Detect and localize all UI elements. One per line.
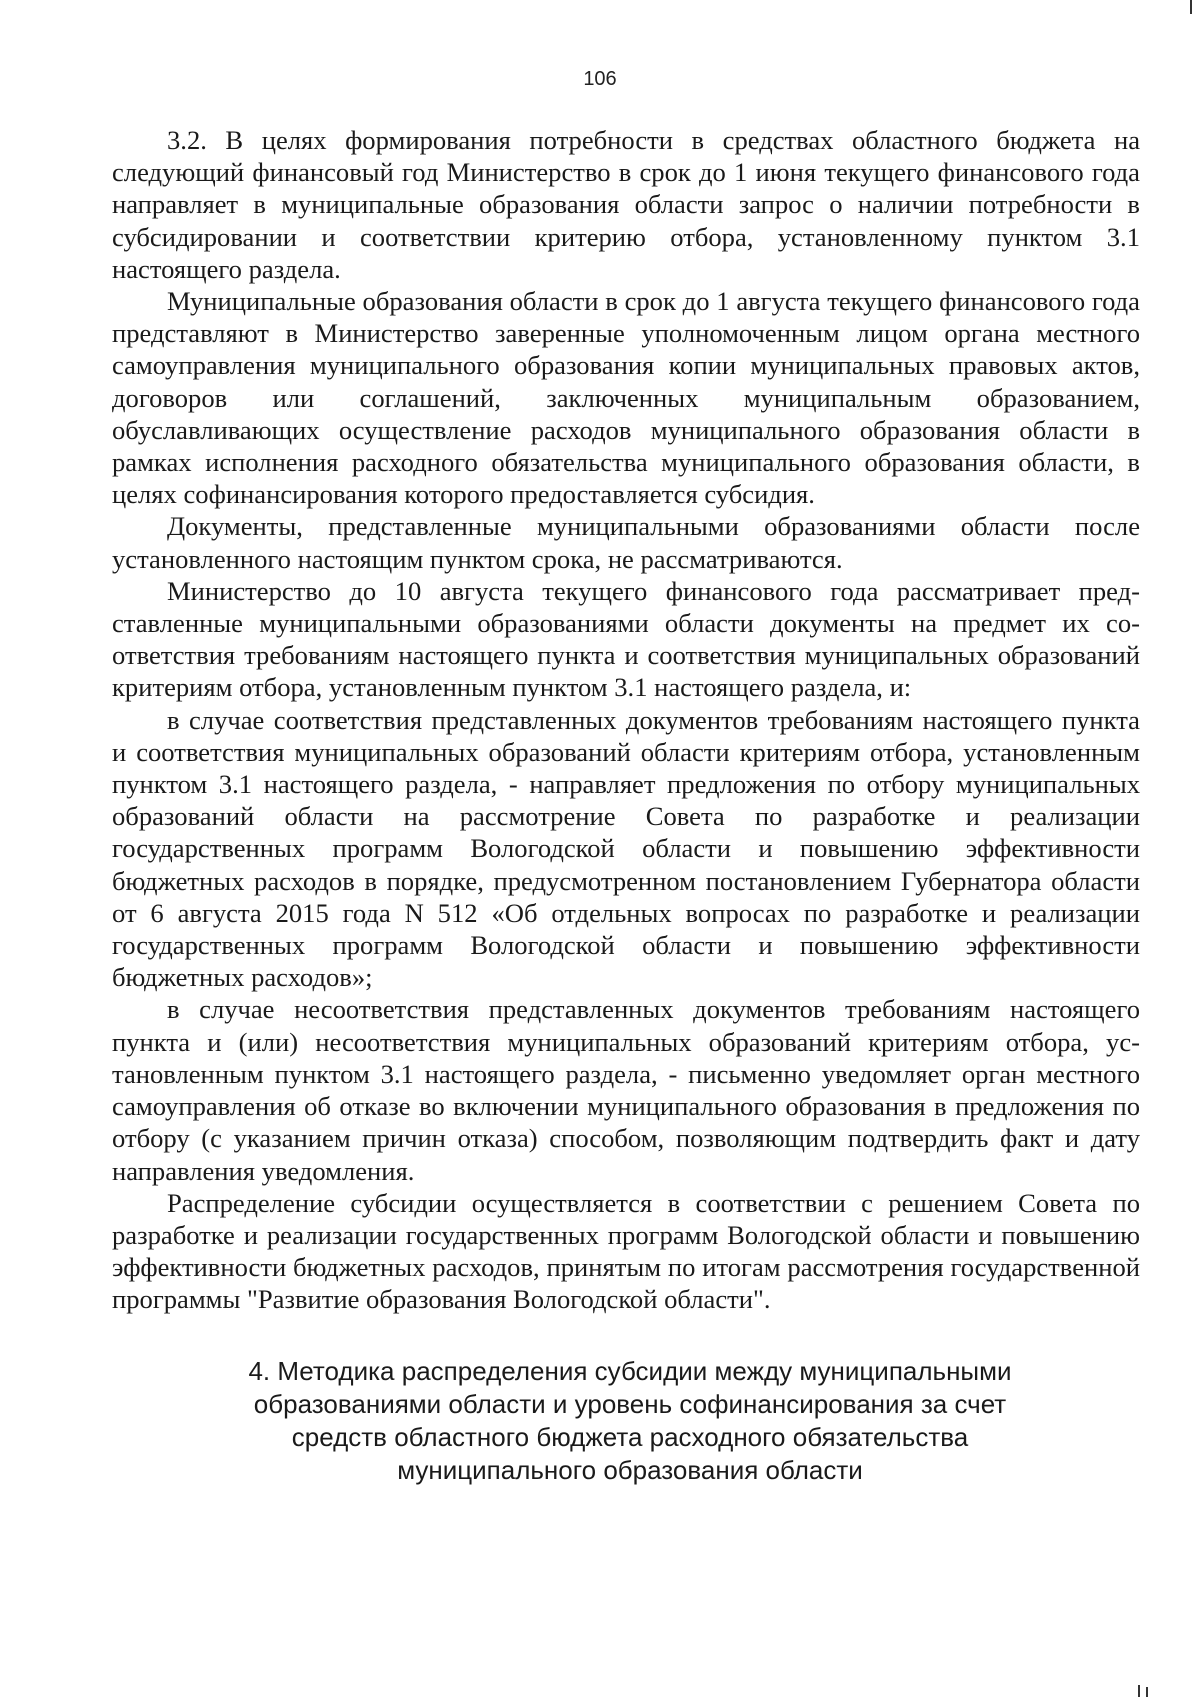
paragraph-late-documents: Документы, представленные муниципальными образованиями области после установленного настоящим пунктом срока, не рассматриваются. [112,511,1140,574]
section-heading-line: образованиями области и уровень софинансирования за счет [253,1389,1007,1419]
scan-mark-bottom-right [1138,1685,1140,1697]
paragraph-documents-submission: Муниципальные образования области в срок до 1 августа текущего финансового года представляют в Министерство заверенные уполномоченным лицом органа местного самоуправления муниципального образования копии муниципальных правовых актов, договоров или соглашений, заключенных муниципальным образованием, обуславливающих осуществление расходов муниципального образования области в рамках исполнения расходного обязательства муниципального образования области, в целях софинансирования которого предоставляется субсидия. [112,286,1140,510]
paragraph-case-noncompliance: в случае несоответствия представленных документов требованиям настоящего пункта и (или) несоответствия муниципальных образований критериям отбора, установленным пунктом 3.1 настоящего раздела, - письменно уведомляет орган местного самоуправления об отказе во включении муниципального образования в предложения по отбору (с указанием причин отказа) способом, позволяющим подтвердить факт и дату направления уведомления. [112,994,1140,1186]
paragraph-case-compliance: в случае соответствия представленных документов требованиям настоящего пункта и соответствия муниципальных образований области критериям отбора, установленным пунктом 3.1 настоящего раздела, - направляет предложения по отбору муниципальных образований области на рассмотрение Совета по разработке и реализации государственных программ Вологодской области и повышению эффективности бюджетных расходов в порядке, предусмотренном постановлением Губернатора области от 6 августа 2015 года N 512 «Об отдельных вопросах по разработке и реализации государственных программ Вологодской области и повышению эффективности бюджетных расходов»; [112,704,1140,993]
page-number: 106 [583,68,617,90]
section-heading-line: 4. Методика распределения субсидии между муниципальными [248,1356,1012,1386]
body-text [112,124,1140,1316]
section-heading [160,1355,1100,1487]
section-heading-line: муниципального образования области [397,1455,863,1485]
paragraph-3-2: 3.2. В целях формирования потребности в средствах областного бюджета на следующий финансовый год Министерство в срок до 1 июня текущего финансового года направляет в муниципальные образования области запрос о наличии потребности в субсидировании и соответствии критерию отбора, установленному пунктом 3.1 настоящего раздела. [112,125,1140,284]
scan-mark-bottom-right-2 [1146,1687,1148,1697]
paragraph-distribution: Распределение субсидии осуществляется в соответствии с решением Совета по разработке и реализации государственных программ Вологодской области и повышению эффективности бюджетных расходов, принятым по итогам рассмотрения государственной программы "Развитие образования Вологодской области". [112,1187,1140,1315]
scan-mark-top-right [1190,0,1192,14]
section-heading-line: средств областного бюджета расходного обязательства [291,1422,969,1452]
paragraph-ministry-review: Министерство до 10 августа текущего финансового года рассматривает представленные муниципальными образованиями области документы на предмет их соответствия требованиям настоящего пункта и соответствия муниципальных образований критериям отбора, установленным пунктом 3.1 настоящего раздела, и: [112,575,1140,703]
